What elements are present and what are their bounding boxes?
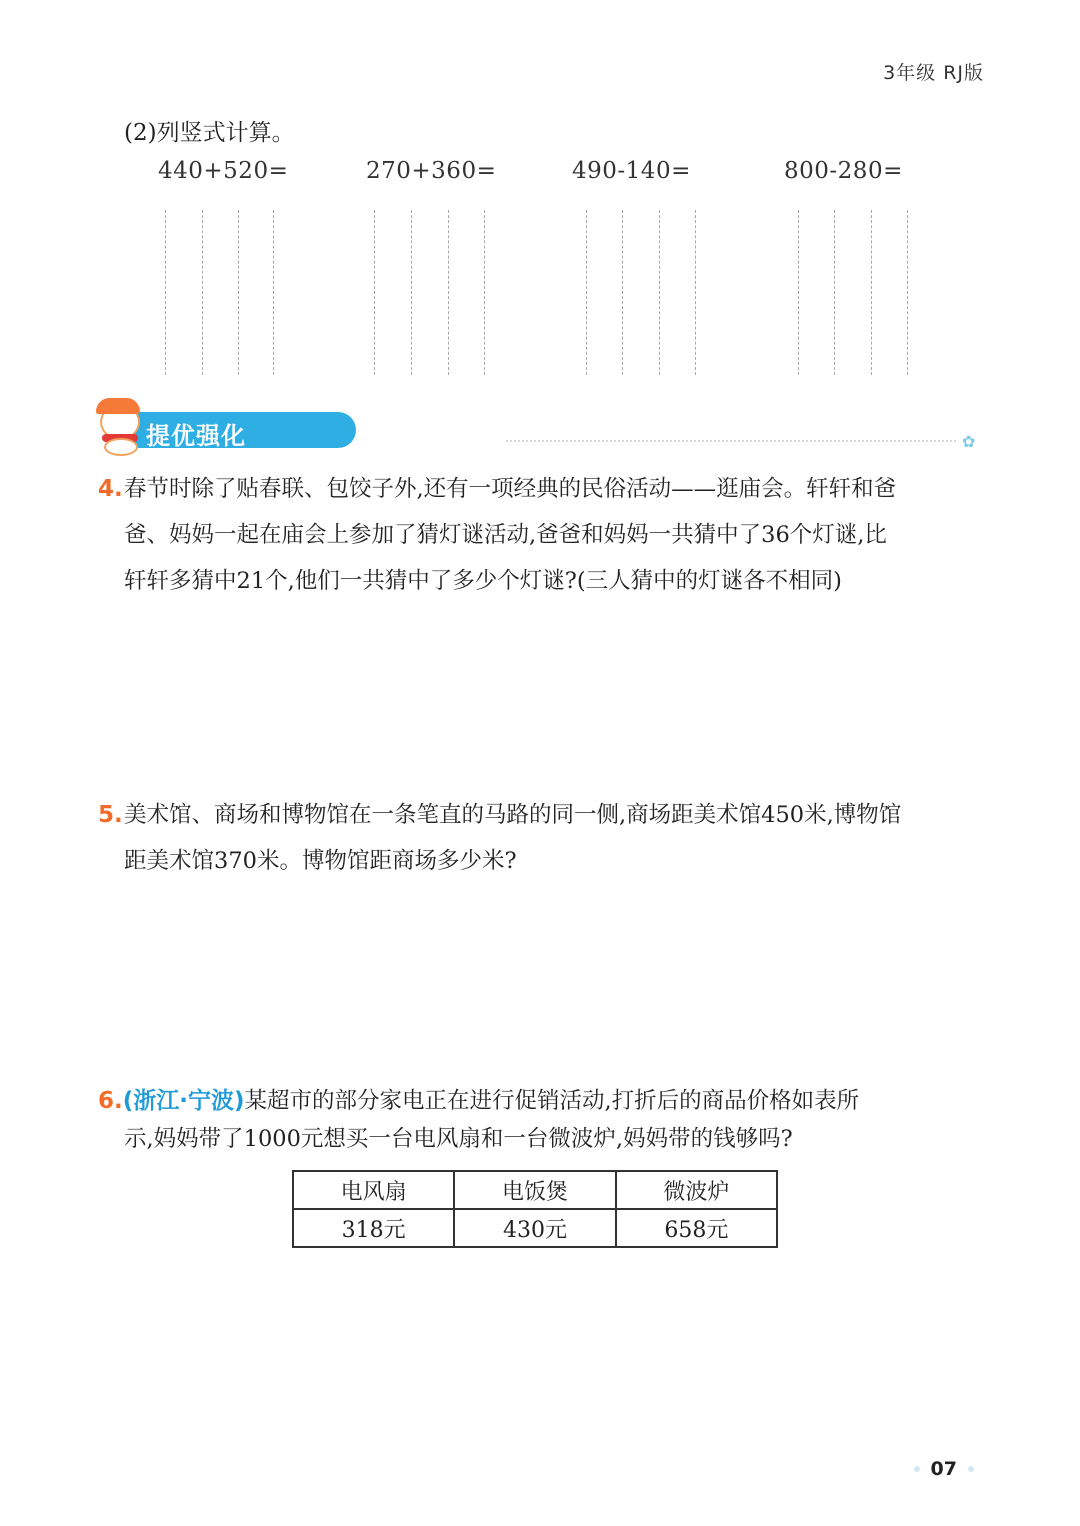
question-6-line-2: 示,妈妈带了1000元想买一台电风扇和一台微波炉,妈妈带的钱够吗? bbox=[124, 1126, 793, 1152]
expression-2: 270+360= bbox=[366, 158, 497, 184]
section-badge bbox=[96, 398, 266, 454]
subquestion-label: (2)列竖式计算。 bbox=[124, 120, 295, 146]
mascot-body-icon bbox=[104, 438, 138, 456]
section-divider bbox=[506, 440, 956, 444]
question-4-line-3: 轩轩多猜中21个,他们一共猜中了多少个灯谜?(三人猜中的灯谜各不相同) bbox=[124, 568, 842, 594]
question-5-text bbox=[124, 792, 901, 884]
price-table bbox=[292, 1170, 778, 1248]
price-table-cell: 318元 bbox=[293, 1209, 454, 1247]
expression-1: 440+520= bbox=[158, 158, 289, 184]
page-number: 07 bbox=[930, 1458, 957, 1480]
price-table-cell: 658元 bbox=[616, 1209, 777, 1247]
price-table-header: 电风扇 bbox=[293, 1171, 454, 1209]
price-table-value-row bbox=[293, 1209, 777, 1247]
page-dot-left bbox=[914, 1466, 920, 1472]
question-4-line-2: 爸、妈妈一起在庙会上参加了猜灯谜活动,爸爸和妈妈一共猜中了36个灯谜,比 bbox=[124, 522, 887, 548]
question-6-source-tag: (浙江·宁波) bbox=[122, 1088, 245, 1114]
question-6-line-1: 某超市的部分家电正在进行促销活动,打折后的商品价格如表所 bbox=[244, 1088, 860, 1114]
grade-edition-label: 3年级 RJ版 bbox=[883, 62, 984, 84]
question-4-number: 4. bbox=[98, 476, 123, 502]
question-5-line-1: 美术馆、商场和博物馆在一条笔直的马路的同一侧,商场距美术馆450米,博物馆 bbox=[124, 802, 902, 828]
price-table-cell: 430元 bbox=[454, 1209, 615, 1247]
mascot-hat-icon bbox=[96, 398, 140, 414]
flower-icon: ✿ bbox=[962, 432, 976, 451]
question-6-number: 6. bbox=[98, 1088, 123, 1114]
price-table-header: 微波炉 bbox=[616, 1171, 777, 1209]
price-table-header-row bbox=[293, 1171, 777, 1209]
question-5-line-2: 距美术馆370米。博物馆距商场多少米? bbox=[124, 848, 517, 874]
price-table-header: 电饭煲 bbox=[454, 1171, 615, 1209]
question-4-text bbox=[124, 466, 896, 604]
question-5-number: 5. bbox=[98, 802, 123, 828]
page-dot-right bbox=[968, 1466, 974, 1472]
section-title: 提优强化 bbox=[146, 422, 246, 450]
expression-4: 800-280= bbox=[784, 158, 903, 184]
expression-3: 490-140= bbox=[572, 158, 691, 184]
question-4-line-1: 春节时除了贴春联、包饺子外,还有一项经典的民俗活动——逛庙会。轩轩和爸 bbox=[124, 476, 897, 502]
